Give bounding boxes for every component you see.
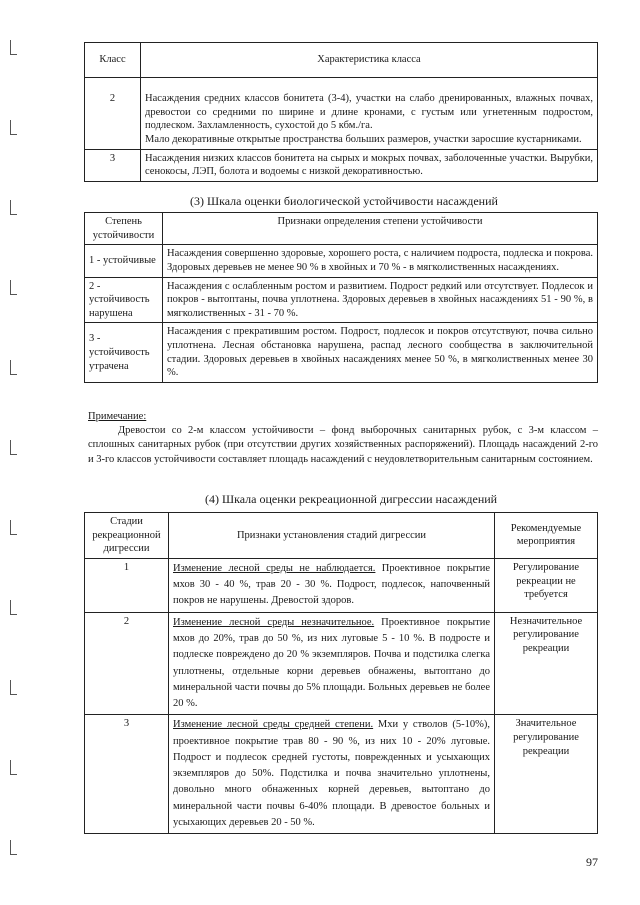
stability-table	[84, 212, 598, 383]
stability-degree: 2 - устойчивость нарушена	[85, 277, 163, 323]
header-stability-signs: Признаки определения степени устойчивости	[163, 213, 598, 245]
section-4-title: (4) Шкала оценки рекреационной дигрессии насаждений	[205, 492, 498, 506]
digression-stage: 3	[85, 715, 169, 834]
note-text: Древостои со 2-м классом устойчивости – фонд выборочных санитарных рубок, с 3-м классом – сплошных санитарных рубок (при отсутствии других хозяйственных распоряжений). Площадь насаждений 2-го и 3-го классов устойчивости составляет площадь насаждений с неудовлетворительным санитарным состоянием.	[88, 425, 598, 465]
stability-signs: Насаждения с ослабленным ростом и развитием. Подрост редкий или отсутствует. Подлесок и покров - вытоптаны, почва уплотнена. Здоровых деревьев в хвойных насаждениях 51 - 90 %, в мягколиственных - 31 - 70 %.	[163, 277, 598, 323]
header-digression-stage: Стадии рекреационной дигрессии	[85, 513, 169, 559]
stability-degree: 3 - устойчивость утрачена	[85, 323, 163, 383]
header-class-description: Характеристика класса	[141, 43, 598, 78]
digression-stage: 2	[85, 612, 169, 715]
recommended-measure: Регулирование рекреации не требуется	[495, 558, 598, 612]
recommended-measure: Незначительное регулирование рекреации	[495, 612, 598, 715]
header-class: Класс	[85, 43, 141, 78]
header-stability-degree: Степень устойчивости	[85, 213, 163, 245]
digression-signs: Изменение лесной среды средней степени. Мхи у стволов (5-10%), проективное покрытие трав 80 - 90 %, из них 10 - 20% луговые. Подрост и подлесок средней густоты, поврежденных и усыхающих экземпляров до 50%. Подстилка и почва значительно уплотнены, довольно много обнаженных корней деревьев, вытоптано до минеральной части почвы 6-40% площади. В древостое больных и усыхающих деревьев 20 - 50 %.	[169, 715, 495, 834]
digression-stage: 1	[85, 558, 169, 612]
class-description: Насаждения низких классов бонитета на сырых и мокрых почвах, заболоченные участки. Вырубки, сенокосы, ЛЭП, болота и водоемы с низкой декоративностью.	[141, 149, 598, 181]
class-number: 3	[85, 149, 141, 181]
recommended-measure: Значительное регулирование рекреации	[495, 715, 598, 834]
digression-table	[84, 512, 598, 834]
class-description: Насаждения средних классов бонитета (3-4), участки на слабо дренированных, влажных почвах, древостои со средними по ширине и длине кронами, с густым или угнетенным подростом, подлеском. Захламленность, сухостой до 5 кбм./га. Мало декоративные открытые пространства больших размеров, участки заросшие кустарниками.	[141, 78, 598, 150]
page-number: 97	[586, 855, 598, 869]
note	[88, 410, 598, 467]
note-label: Примечание:	[88, 411, 147, 422]
section-3-title: (3) Шкала оценки биологической устойчивости насаждений	[190, 194, 498, 208]
digression-signs: Изменение лесной среды не наблюдается. Проективное покрытие мхов 30 - 40 %, трав 20 - 30 %. Подрост, подлесок, напочвенный покров не нарушены. Древостой здоров.	[169, 558, 495, 612]
stability-degree: 1 - устойчивые	[85, 245, 163, 277]
class-table	[84, 42, 598, 182]
header-recommended-measures: Рекомендуемые мероприятия	[495, 513, 598, 559]
class-number: 2	[85, 78, 141, 150]
digression-signs: Изменение лесной среды незначительное. Проективное покрытие мхов до 20%, трав до 50 %, из них луговые 5 - 10 %. В подросте и подлеске повреждено до 20 % экземпляров. Почва и подстилка слегка уплотнены, отдельные корни деревьев обнажены, вытоптано до минеральной части почвы до 5% площади. Больных деревьев не более 20 %.	[169, 612, 495, 715]
binding-marks	[10, 0, 16, 905]
stability-signs: Насаждения с прекратившим ростом. Подрост, подлесок и покров отсутствуют, почва сильно уплотнена. Лесная обстановка нарушена, распад лесного сообщества в заключительной стадии. Здоровых деревьев в хвойных насаждениях менее 50 %, в мягколиственных менее 30 %.	[163, 323, 598, 383]
header-digression-signs: Признаки установления стадий дигрессии	[169, 513, 495, 559]
stability-signs: Насаждения совершенно здоровые, хорошего роста, с наличием подроста, подлеска и покрова. Здоровых деревьев не менее 90 % в хвойных и 70 % - в мягколиственных насаждениях.	[163, 245, 598, 277]
